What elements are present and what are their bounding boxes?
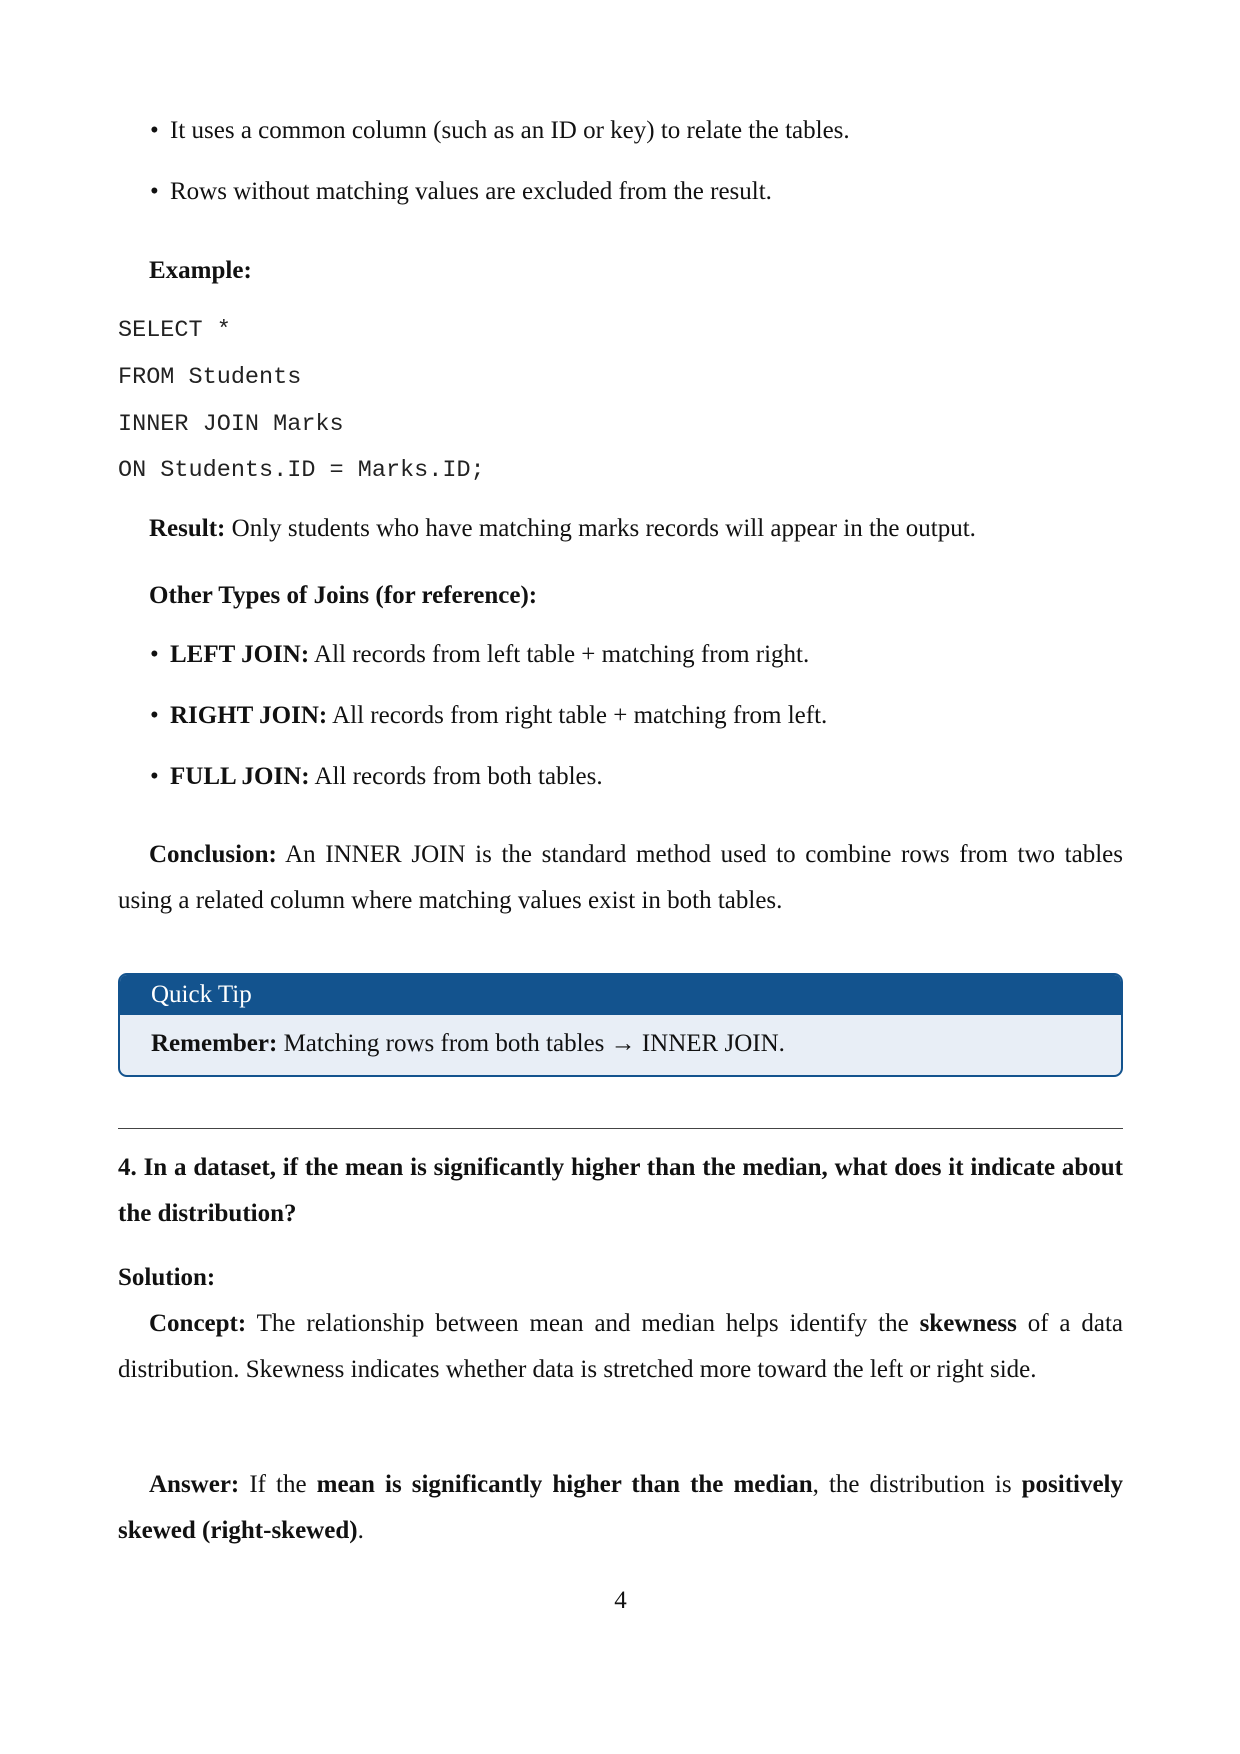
quick-tip-box bbox=[118, 973, 1123, 1077]
conclusion-label: Conclusion: bbox=[149, 841, 277, 868]
conclusion-text: An INNER JOIN is the standard method used to combine rows from two tables using a related column where matching values exist in both tables. bbox=[118, 841, 1123, 914]
quick-tip-body bbox=[151, 1021, 785, 1067]
bullet-text: Rows without matching values are excluded from the result. bbox=[170, 178, 772, 205]
bullet-dot: • bbox=[150, 763, 159, 790]
bullet-dot: • bbox=[150, 702, 159, 729]
code-line: SELECT * bbox=[118, 317, 231, 344]
concept-paragraph: Concept: The relationship between mean and median helps identify the skewness of a data distribution. Skewness indicates whether data is stretched more toward the left or right side. bbox=[118, 1310, 1124, 1383]
document-page bbox=[118, 0, 1123, 1754]
bullet-text: RIGHT JOIN: All records from right table + matching from left. bbox=[170, 702, 828, 729]
example-label: Example: bbox=[149, 257, 252, 284]
quick-tip-title: Quick Tip bbox=[151, 981, 252, 1008]
page-number: 4 bbox=[614, 1587, 627, 1614]
code-line: INNER JOIN Marks bbox=[118, 411, 344, 438]
other-joins-heading: Other Types of Joins (for reference): bbox=[149, 582, 538, 609]
solution-label: Solution: bbox=[118, 1264, 216, 1291]
section-divider bbox=[118, 1128, 1123, 1129]
concept-label: Concept: bbox=[149, 1310, 247, 1337]
result-label: Result: bbox=[149, 515, 226, 542]
code-line: FROM Students bbox=[118, 364, 302, 391]
bullet-dot: • bbox=[150, 178, 159, 205]
quick-tip-header bbox=[120, 975, 1121, 1015]
answer-paragraph: Answer: If the mean is significantly higher than the median, the distribution is positively skewed (right-skewed). bbox=[118, 1471, 1124, 1544]
quick-tip-label: Remember: bbox=[151, 1030, 278, 1057]
answer-label: Answer: bbox=[149, 1471, 240, 1498]
bullet-dot: • bbox=[150, 117, 159, 144]
bullet-text: It uses a common column (such as an ID or key) to relate the tables. bbox=[170, 117, 850, 144]
question-heading: 4. In a dataset, if the mean is significantly higher than the median, what does it indicate about the distribution? bbox=[118, 1154, 1123, 1227]
bullet-text: FULL JOIN: All records from both tables. bbox=[170, 763, 603, 790]
conclusion-paragraph bbox=[118, 832, 1123, 924]
result-paragraph bbox=[149, 506, 976, 552]
code-line: ON Students.ID = Marks.ID; bbox=[118, 457, 485, 484]
result-text: Only students who have matching marks records will appear in the output. bbox=[225, 515, 976, 542]
bullet-text: LEFT JOIN: All records from left table + matching from right. bbox=[170, 641, 810, 668]
bullet-dot: • bbox=[150, 641, 159, 668]
quick-tip-text: Matching rows from both tables → INNER JOIN. bbox=[277, 1030, 785, 1057]
